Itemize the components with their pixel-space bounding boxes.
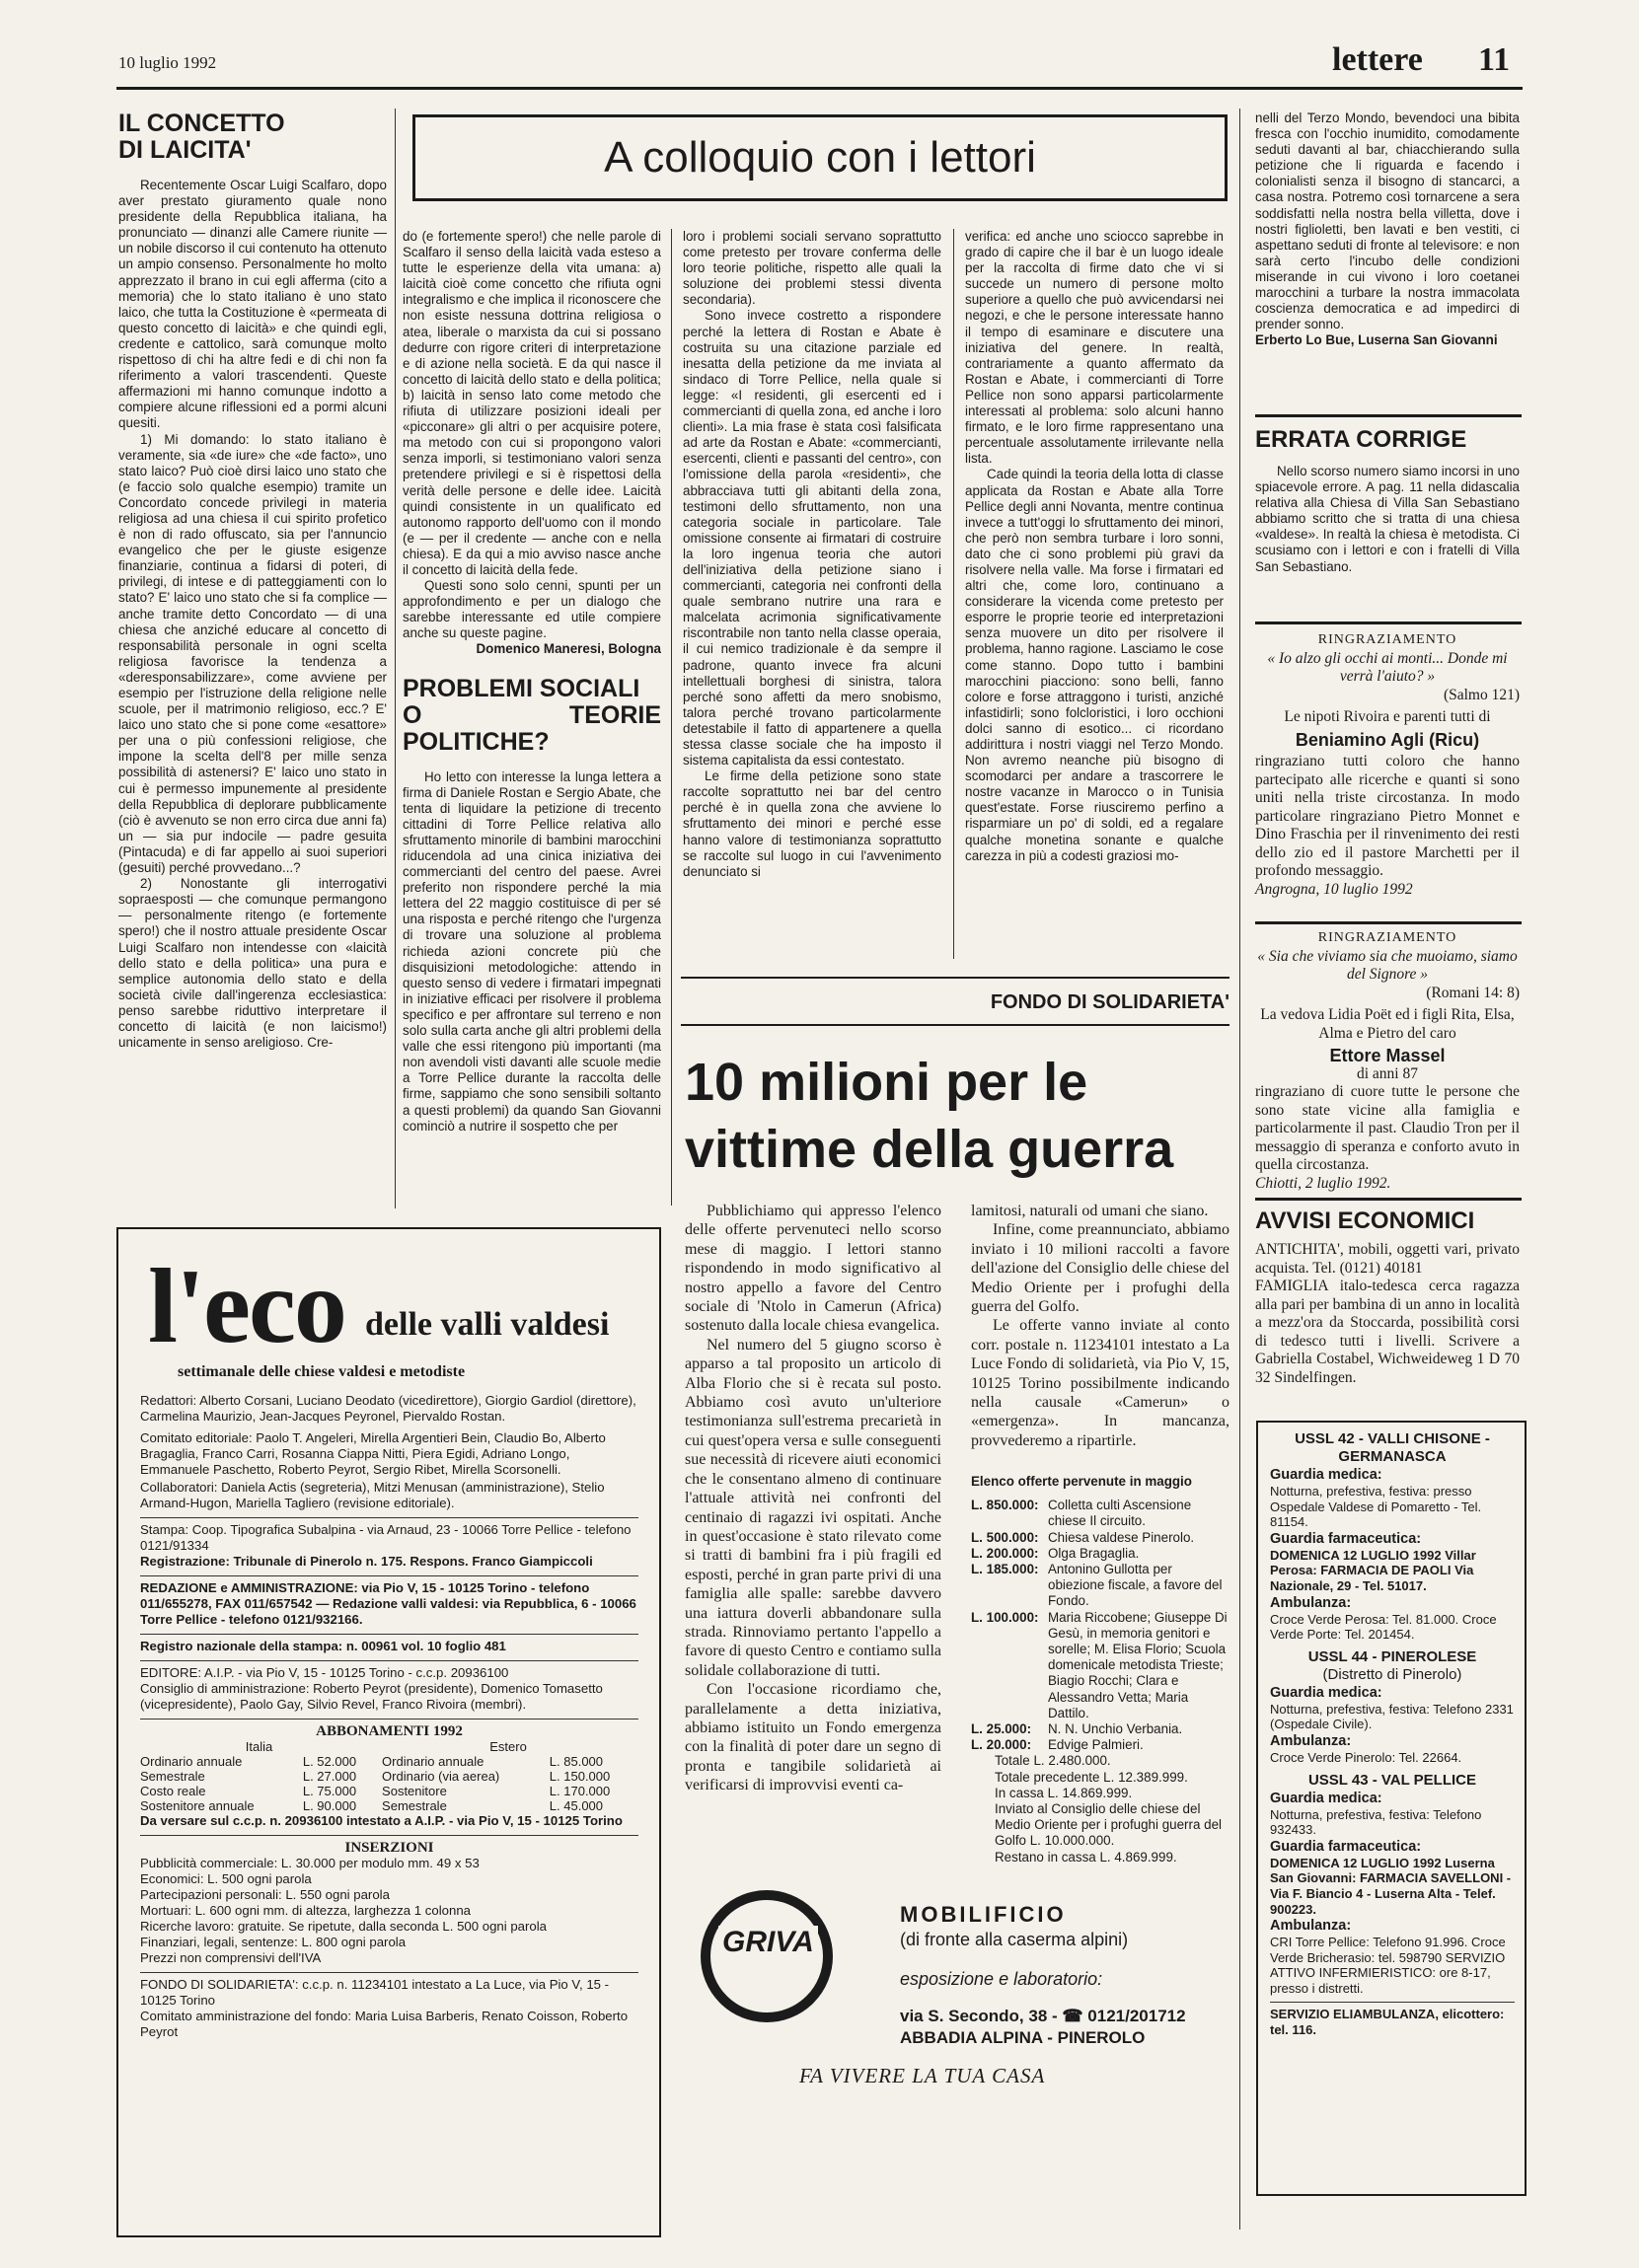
ringraziamento-text: ringraziano di cuore tutte le persone che sono state vicine alla famiglia e particolarmente il past. Claudio Tron per il messaggio di speranza e conforto avuto in quella circostanza. <box>1255 1083 1520 1173</box>
ussl-title-sub: (Distretto di Pinerolo) <box>1322 1665 1462 1683</box>
header-rule <box>116 87 1523 90</box>
total-line: Restano in cassa L. 4.869.999. <box>995 1849 1177 1865</box>
ussl-subtitle: Guardia farmaceutica: <box>1270 1838 1422 1855</box>
section-rule <box>1255 921 1522 924</box>
ussl-text: CRI Torre Pellice: Telefono 91.996. Croce Verde Bricherasio: tel. 598790 SERVIZIO ATTIVO INFERMIERISTICO: ore 8-17, presso i distretti. <box>1270 1935 1506 1996</box>
avvisi-list <box>1255 1241 1520 1387</box>
paragraph: nelli del Terzo Mondo, bevendoci una bibita fresca con l'occhio inumidito, comodamente seduti davanti al bar, chiacchierando sulla petizione che li riguarda e facendo i colonialisti senza il bisogno di stancarci, a casa nostra. Potremo così tornarcene a sera soddisfatti nella nostra bella villetta, dove i nostri figlioletti, ben lavati e ben vestiti, ci aspettano seduti di fronte al televisore: e non sarà certo l'incubo delle condizioni miserande in cui vivono i loro coetanei marocchini a turbare la nostra immacolata coscienza democratica e ad impedirci di prender sonno. <box>1255 110 1520 332</box>
ussl-text: Notturna, prefestiva, festiva: presso Ospedale Valdese di Pomaretto - Tel. 81154. <box>1270 1484 1482 1530</box>
paragraph: Cade quindi la teoria della lotta di classe applicata da Rostan e Abate alla Torre Pellice degli anni Novanta, mentre continua invece a tutt'oggi lo sfruttamento dei minori, che però non sembra turbare i loro sonni, dato che ci sono problemi più gravi da risolvere nella valle. Ma forse i firmatari ed altri che, come loro, continuano a considerare la vicenda come pretesto per esporre le proprie teorie ed interpretazioni senza muovere un dito per risolvere il problema, hanno ragione. Lasciamo le cose come stanno. Dopo tutto i bambini marocchini piacciono: sono belli, fanno colore e forse attraggono i turisti, anziché infastidirli; sono folcloristici, i loro occhioni dolci sanno di esotico... ci ricordano addirittura i nostri viaggi nel Terzo Mondo. Non avremo neanche più bisogno di scomodarci per andare a trascorrere le nostre vacanze in Marocco o in Tunisia quest'estate. Forse riusciremo perfino a risparmiare un po' di soldi, ed a regalare qualche monetina sonante e qualche carezza in più a codesti graziosi mo- <box>965 467 1224 863</box>
total-line: In cassa L. 14.869.999. <box>995 1785 1133 1800</box>
eco-subtitle: delle valli valdesi <box>365 1306 610 1343</box>
ad-esposizione: esposizione e laboratorio: <box>900 1969 1103 1989</box>
ussl-box <box>1256 1421 1527 2196</box>
ringraziamento-place: Angrogna, 10 luglio 1992 <box>1255 880 1413 898</box>
inserzione-line: Partecipazioni personali: L. 550 ogni parola <box>140 1887 390 1902</box>
article-title-line1: PROBLEMI SOCIALI <box>403 674 640 702</box>
ussl-subtitle: Ambulanza: <box>1270 1594 1352 1611</box>
ringraziamento-title: RINGRAZIAMENTO <box>1317 930 1457 945</box>
article-title-line1: IL CONCETTO <box>118 110 285 137</box>
errata-title: ERRATA CORRIGE <box>1255 426 1467 453</box>
paragraph: Ho letto con interesse la lunga lettera a firma di Daniele Rostan e Sergio Abate, che tenta di liquidare la petizione di trecento cittadini di Torre Pellice relativa allo sfruttamento minorile di bambini marocchini riducendola ad una cinica iniziativa dei commercianti del centro del paese. Avrei preferito non rispondere perché la mia lettera del 22 maggio costituisce di per sé una risposta e perché ritengo che l'urgenza di trovare una soluzione al problema richieda azioni concrete più che disquisizioni metodologiche: attendo in questo senso di vedere i firmatari impegnati in iniziative efficaci per risolvere il problema specifico e per affrontare sul terreno e non solo sulla carta anche gli altri problemi della valle che essi ritengono più importanti (ma non avendoli visti davanti alle scuole medie a Torre Pellice durante la raccolta delle firme, sappiamo che sono sensibili soltanto a questi problemi) da quando San Giovanni cominciò a nutrire il sospetto che per <box>403 768 661 1134</box>
eco-tagline: settimanale delle chiese valdesi e metodiste <box>178 1363 466 1380</box>
ringraziamento-massel <box>1255 929 1520 1193</box>
editore: EDITORE: A.I.P. - via Pio V, 15 - 10125 Torino - c.c.p. 20936100 <box>140 1660 638 1681</box>
fondo-headline-line1: 10 milioni per le <box>685 1053 1088 1112</box>
ussl-text: Notturna, prefestiva, festiva: Telefono 932433. <box>1270 1806 1482 1838</box>
inserzione-line: Finanziari, legali, sentenze: L. 800 ogni parola <box>140 1935 407 1949</box>
paragraph: Sono invece costretto a rispondere perché la lettera di Rostan e Abate è costruita su una citazione parziale ed inesatta della petizione da me inviata al sindaco di Torre Pellice, nella quale si legge: «I residenti, gli esercenti ed i commercianti di quella zona, ed anche i loro clienti». La mia frase è stata così falsificata ad arte da Rostan e Abate: «commercianti, esercenti, clienti e passanti del centro», con l'omissione della parola «residenti», che abbracciava tutti gli abitanti della zona, testimoni dello sfruttamento, non una categoria sociale in particolare. Tale omissione consente ai firmatari di costruire la loro ingenua teoria che autori dell'iniziativa della petizione siano i commercianti, categoria nei confronti della quale sembrano nutrire una rara e malcelata acrimonia significativamente riscontrabile non tanto nella classe operaia, il cui nemico tradizionale è da sempre il padrone, quanto invece fra alcuni intellettuali borghesi di sinistra, talora perché sono affetti da mero snobismo, talora perché trovano particolarmente detestabile il fatto di appartenere a quella stessa classe sociale che ha imposto il sistema capitalista da essi contestato. <box>683 308 941 768</box>
paragraph: 2) Nonostante gli interrogativi sopraesposti — che comunque permangono — personalmente ritengo (e fortemente spero!) che il nostro attuale presidente Oscar Luigi Scalfaro non intendesse con «laicità dello stato e della politica» una pura e semplice autonomia dello stato e della società civile dall'ingerenza ecclesiastica: penso sarebbe riduttivo interpretare il concetto di laicità (e non laicismo!) unicamente in senso areligioso. Cre- <box>118 876 387 1051</box>
list-item: L. 500.000: Chiesa valdese Pinerolo. <box>971 1529 1195 1545</box>
ussl-subtitle: Ambulanza: <box>1270 1732 1352 1749</box>
ringraziamento-intro: La vedova Lidia Poët ed i figli Rita, Elsa, Alma e Pietro del caro <box>1260 1006 1515 1042</box>
page-date: 10 luglio 1992 <box>118 53 217 72</box>
fondo-body-left <box>685 1202 941 1845</box>
paragraph: Infine, come preannunciato, abbiamo inviato i 10 milioni raccolti a favore dell'azione del Consiglio delle chiese del Medio Oriente per i profughi della guerra del Golfo. <box>971 1221 1229 1316</box>
errata-text: Nello scorso numero siamo incorsi in uno spiacevole errore. A pag. 11 nella didascalia relativa alla Chiesa di Villa San Sebastiano abbiamo scritto che si tratta di una chiesa «valdese». In realtà la chiesa è metodista. Ci scusiamo con i lettori e con i fratelli di Villa San Sebastiano. <box>1255 464 1520 574</box>
ringraziamento-intro: Le nipoti Rivoira e parenti tutti di <box>1284 708 1491 725</box>
paragraph: verifica: ed anche uno sciocco saprebbe in grado di capire che il bar è un luogo ideale per la raccolta di firme dato che vi si succede un numero di persone molto superiore a quello che può avvicendarsi nei negozi, e che le persone interessate hanno il tempo di esaminare e discutere una iniziativa del genere. In realtà, contrariamente a quanto affermato da Rostan e Abate, i commercianti di Torre Pellice non sono apparsi particolarmente interessati al problema: solo alcuni hanno firmato, e le loro firme rappresentano una percentuale assolutamente irrilevante nella lista. <box>965 229 1224 467</box>
ringraziamento-place: Chiotti, 2 luglio 1992. <box>1255 1174 1391 1192</box>
eco-credits <box>140 1393 638 2040</box>
column-rule <box>1239 109 1240 2230</box>
paragraph: Pubblichiamo qui appresso l'elenco delle offerte pervenuteci nello scorso mese di maggio. I lettori stanno rispondendo in modo significativo al nostro appello a favore del Centro sociale di 'Ntolo in Camerun (Africa) sostenuto dalla locale chiesa evangelica. <box>685 1203 941 1335</box>
table-row: Sostenitore annuale L. 90.000 Semestrale L. 45.000 <box>140 1798 604 1813</box>
list-item: L. 200.000: Olga Bragaglia. <box>971 1545 1140 1561</box>
article-title-line2: O TEORIE POLITICHE? <box>403 700 661 756</box>
abbonamenti-table: Italia Estero Ordinario annuale L. 52.000 Ordinario annuale L. 85.000 Semestrale L. 27.000 Ordinario (via aerea) L. 150.000 Costo reale L. 75.000 Sostenitore L. 170.000 Sostenitore annuale L. 90.000 Semestrale L. 45.000 <box>140 1739 638 1813</box>
list-item: L. 100.000: Maria Riccobene; Giuseppe Di Gesù, in memoria genitori e sorelle; M. Elisa Florio; Scuola domenicale metodista Trieste; Biagio Rocchi; Clara e Alessandro Vetta; Maria Dattilo. <box>971 1609 1228 1720</box>
article-problemi-end <box>1255 110 1520 436</box>
fondo-headline-line2: vittime della guerra <box>685 1120 1174 1179</box>
collaboratori: Collaboratori: Daniela Actis (segreteria), Mitzi Menusan (amministrazione), Stelio Armand-Hugon, Mariella Tagliero (revisione editoriale). <box>140 1480 605 1510</box>
paragraph: Questi sono solo cenni, spunti per un approfondimento e per un dialogo che sarebbe interessante ed utile compiere anche su queste pagine. <box>403 578 661 641</box>
ussl-subtitle: Ambulanza: <box>1270 1918 1352 1935</box>
registrazione: Registrazione: Tribunale di Pinerolo n. 175. Respons. Franco Giampiccoli <box>140 1554 593 1569</box>
ringraziamento-quote: « Sia che viviamo sia che muoiamo, siamo del Signore » <box>1257 947 1518 983</box>
abbonamenti-title: ABBONAMENTI 1992 <box>140 1719 638 1739</box>
fondo-body-right <box>971 1202 1229 1468</box>
paragraph: Nel numero del 5 giugno scorso è apparso a tal proposito un articolo di Alba Florio che si è recata sul posto. Abbiamo così avuto un'ulteriore testimonianza sull'estrema precarietà in cui quest'opera versa e sulle conseguenti sue necessità di ricevere aiuti economici che le consentano almeno di continuare l'attuale attività nei confronti del centinaio di ragazzi ivi ospitati. Anche in quest'occasione è stato rilevato come si tratti di bambini fra i più fragili ed esposti, perché in gran parte privi di una famiglia alle spalle: sarebbe davvero una iattura doverli abbandonare sulla strada. Rinnoviamo pertanto l'appello a favore di questo Centro e contiamo sulla solidale collaborazione di tutti. <box>685 1336 941 1679</box>
ussl-eliambulanza: SERVIZIO ELIAMBULANZA, elicottero: tel. 116. <box>1270 2002 1515 2037</box>
paragraph: Con l'occasione ricordiamo che, parallelamente a detta iniziativa, abbiamo istituito un Fondo emergenza con la finalità di poter dare un segno di pronta e tangibile solidarietà ai verificarsi di improvvisi eventi ca- <box>685 1681 941 1794</box>
consiglio-amministrazione: Consiglio di amministrazione: Roberto Peyrot (presidente), Domenico Tomasetto (vicepresidente), Paolo Gay, Silvio Revel, Franco Rivoira (membri). <box>140 1681 603 1712</box>
ussl-text: Notturna, prefestiva, festiva: Telefono 2331 (Ospedale Civile). <box>1270 1701 1514 1732</box>
list-item: L. 20.000: Edvige Palmieri. <box>971 1737 1144 1753</box>
paragraph: Le firme della petizione sono state raccolte soprattutto nei bar del centro perché è in quella zona che avviene lo sfruttamento dei minori e perché esse hanno valore di testimonianza soprattutto se raccolte sul luogo in cui l'avvenimento denunciato si <box>683 768 941 879</box>
comitato-editoriale: Comitato editoriale: Paolo T. Angeleri, Mirella Argentieri Bein, Claudio Bo, Alberto Bragaglia, Franco Carri, Rosanna Ciappa Nitti, Piera Egidi, Adriano Longo, Emmanuele Paschetto, Roberto Peyrot, Sergio Ribet, Mirella Scorsonelli. <box>140 1430 606 1477</box>
avvisi-title: AVVISI ECONOMICI <box>1255 1207 1475 1234</box>
paragraph: Le offerte vanno inviate al conto corr. postale n. 11234101 intestato a La Luce Fondo di solidarietà, via Pio V, 15, 10125 Torino possibilmente indicando nella causale «Camerun» o «emergenza». In mancanza, provvederemo a ripartirle. <box>971 1317 1229 1449</box>
table-row: Costo reale L. 75.000 Sostenitore L. 170.000 <box>140 1784 611 1798</box>
avviso: ANTICHITA', mobili, oggetti vari, privato acquista. Tel. (0121) 40181 <box>1255 1241 1520 1277</box>
signature: Domenico Maneresi, Bologna <box>476 641 661 657</box>
inserzione-line: Prezzi non comprensivi dell'IVA <box>140 1950 322 1965</box>
ringraziamento-ref: (Salmo 121) <box>1443 686 1520 703</box>
ringraziamento-ref: (Romani 14: 8) <box>1426 984 1520 1001</box>
section-rule <box>681 1024 1229 1026</box>
ussl-subtitle: Guardia farmaceutica: <box>1270 1530 1422 1547</box>
inserzione-line: Economici: L. 500 ogni parola <box>140 1871 312 1886</box>
column-rule <box>395 109 396 1208</box>
masthead-box <box>116 1227 661 2237</box>
section-rule <box>1255 622 1522 624</box>
section-banner: A colloquio con i lettori <box>412 114 1228 201</box>
paragraph: loro i problemi sociali servano soprattutto come pretesto per trovare conferma delle loro teorie politiche, rispetto alle quali la soluzione dei problemi stessi diventa secondaria). <box>683 229 941 308</box>
ussl-title: USSL 44 - PINEROLESE <box>1307 1647 1477 1665</box>
inserzioni-title: INSERZIONI <box>140 1835 638 1856</box>
page-number: 11 <box>1478 41 1511 78</box>
ussl-title: USSL 43 - VAL PELLICE <box>1307 1771 1477 1789</box>
article-title-line2: DI LAICITA' <box>118 136 252 164</box>
offerte-list <box>971 1474 1229 1865</box>
paragraph: do (e fortemente spero!) che nelle parole di Scalfaro il senso della laicità vada esteso a tutte le esperienze della vita umana: a) laicità cioè come concetto che rifiuta ogni integralismo e che implica il riconoscere che non esiste nessuna dottrina religiosa o atea, liberale o marxista da cui si possano dedurre con rigore criteri di interpretazione e di azione nella società. E da qui nasce il concetto di laicità dello stato e della politica; b) laicità in senso lato come metodo che rifiuta di utilizzare posizioni ideali per «picconare» gli altri o per acquisire potere, ma metodo con cui si propongono valori senza imporli, si testimoniano valori senza pretendere privilegi e si è rispettosi della verità delle persone e delle idee. Laicità quindi consistente in un qualificato ed autonomo rapporto dell'uomo con il mondo (e — per il credente — anche con e nella chiesa). E da qui a mio avviso nasce anche il concetto di laicità della fede. <box>403 229 661 577</box>
section-rule <box>1255 1198 1522 1201</box>
ad-address: via S. Secondo, 38 - ☎ 0121/201712 <box>900 2007 1186 2025</box>
list-item: L. 850.000: Colletta culti Ascensione chiese Il circuito. <box>971 1498 1192 1529</box>
ad-city: ABBADIA ALPINA - PINEROLO <box>900 2028 1146 2047</box>
comitato-fondo: Comitato amministrazione del fondo: Maria Luisa Barberis, Renato Coisson, Roberto Peyrot <box>140 2009 629 2039</box>
inserzione-line: Mortuari: L. 600 ogni mm. di altezza, larghezza 1 colonna <box>140 1903 471 1918</box>
ringraziamento-quote: « Io alzo gli occhi ai monti... Donde mi verrà l'aiuto? » <box>1267 649 1508 685</box>
section-title: lettere <box>1332 41 1423 78</box>
total-line: Inviato al Consiglio delle chiese del Medio Oriente per i profughi guerra del Golfo L. 10.000.000. <box>995 1801 1223 1849</box>
griva-ad <box>681 1868 1194 2089</box>
ringraziamento-name: Ettore Massel <box>1329 1046 1446 1065</box>
total-line: Totale L. 2.480.000. <box>995 1753 1111 1769</box>
ussl-text: Croce Verde Pinerolo: Tel. 22664. <box>1270 1749 1462 1765</box>
ringraziamento-text: ringraziano tutti coloro che hanno partecipato alle ricerche e quanti si sono uniti nella triste circostanza. In modo particolare ringraziano Pietro Monnet e Dino Fraschia per il rinvenimento dei resti dello zio ed il pastore Marchetti per il profondo messaggio. <box>1255 753 1520 879</box>
inserzione-line: Ricerche lavoro: gratuite. Se ripetute, dalla seconda L. 500 ogni parola <box>140 1919 547 1934</box>
paragraph: 1) Mi domando: lo stato italiano è veramente, sia «de iure» che «de facto», uno stato laico? Può cioè dirsi laico uno stato che (e faccio solo qualche esempio) tramite un Concordato concede privilegi in materia religiosa ad una chiesa il cui spirito profetico è non di rado offuscato, sia per l'annuncio evangelico che per le giuste esigenze finanziarie, continua a fidarsi di poteri, di privilegi, di intese e di patteggiamenti con lo stato? E' laico uno stato che si fa complice — anche tramite detto Concordato — di una chiesa che anziché educare al concetto di responsabilità personale in ogni scelta religiosa favorisce la tendenza a «deresponsabilizzare», come avviene per esempio per l'istruzione della religione nelle scuole, per il matrimonio religioso, ecc.? E' laico uno stato che si pone come «esattore» per una o più confessioni religiose, che impone la scelta dell'8 per mille senza possibilità di astenersi? E' laico uno stato in cui è permesso impunemente al presidente della Repubblica di deplorare pubblicamente (ciò è avvenuto se non erro circa due anni fa) un — sia pur indocile — padre gesuita (Pintacuda) e di far appello ai suoi superiori (gesuiti) perché provvedano...? <box>118 431 387 876</box>
offerte-list-title: Elenco offerte pervenute in maggio <box>971 1474 1192 1489</box>
ussl-text: DOMENICA 12 LUGLIO 1992 Luserna San Giovanni: FARMACIA SAVELLONI - Via F. Biancio 4 - Luserna Alta - Telef. 900223. <box>1270 1855 1512 1917</box>
signature: Erberto Lo Bue, Luserna San Giovanni <box>1255 332 1498 348</box>
versare: Da versare sul c.c.p. n. 20936100 intestato a A.I.P. - via Pio V, 15 - 10125 Torino <box>140 1813 623 1828</box>
column-rule <box>953 229 954 959</box>
ad-slogan: FA VIVERE LA TUA CASA <box>799 2064 1046 2087</box>
ringraziamento-agli <box>1255 631 1520 899</box>
ussl-subtitle: Guardia medica: <box>1270 1684 1382 1701</box>
section-rule <box>1255 414 1522 417</box>
registro-stampa: Registro nazionale della stampa: n. 00961 vol. 10 foglio 481 <box>140 1634 638 1654</box>
ussl-text: Croce Verde Perosa: Tel. 81.000. Croce Verde Porte: Tel. 201454. <box>1270 1611 1497 1643</box>
total-line: Totale precedente L. 12.389.999. <box>995 1769 1188 1785</box>
stampa: Stampa: Coop. Tipografica Subalpina - via Arnaud, 23 - 10066 Torre Pellice - telefono 0121/91334 <box>140 1517 638 1554</box>
eco-logo: l'eco <box>148 1248 345 1365</box>
article-problemi-continued <box>683 229 941 959</box>
redazione: REDAZIONE e AMMINISTRAZIONE: via Pio V, 15 - 10125 Torino - telefono 011/655278, FAX 011/657542 — Redazione valli valdesi: via Repubblica, 6 - 10066 Torre Pellice - telefono 0121/932166. <box>140 1575 638 1628</box>
fondo-kicker: FONDO DI SOLIDARIETA' <box>990 991 1229 1013</box>
fondo-solidarieta: FONDO DI SOLIDARIETA': c.c.p. n. 11234101 intestato a La Luce, via Pio V, 15 - 10125 Torino <box>140 1972 638 2009</box>
paragraph: Recentemente Oscar Luigi Scalfaro, dopo aver prestato giuramento quale nono presidente della Repubblica italiana, ha pronunciato — dinanzi alle Camere riunite — un nobile discorso il cui contenuto ha ottenuto un ampio consenso. Personalmente ho molto apprezzato il brano in cui egli afferma (cito a memoria) che lo stato italiano è uno stato laico, che tutta la Costituzione è «permeata di questo concetto di laicità» e che quindi egli, credente e cattolico, sarà comunque molto rispettoso di chi ha altre fedi e di chi non fa riferimento a valori trascendenti. Queste affermazioni mi hanno comunque indotto a compiere alcune riflessioni ed a pormi alcuni quesiti. <box>118 178 387 431</box>
ad-subtitle: (di fronte alla caserma alpini) <box>900 1930 1129 1949</box>
column-rule <box>671 229 672 1206</box>
ringraziamento-name: Beniamino Agli (Ricu) <box>1295 729 1480 750</box>
ussl-title: USSL 42 - VALLI CHISONE - GERMANASCA <box>1295 1430 1490 1465</box>
ringraziamento-age: di anni 87 <box>1357 1064 1418 1082</box>
paragraph: lamitosi, naturali od umani che siano. <box>971 1203 1209 1219</box>
article-problemi-continued <box>965 229 1224 959</box>
section-rule <box>681 977 1229 979</box>
ringraziamento-title: RINGRAZIAMENTO <box>1317 632 1457 647</box>
table-row: Ordinario annuale L. 52.000 Ordinario annuale L. 85.000 <box>140 1754 604 1769</box>
ussl-subtitle: Guardia medica: <box>1270 1790 1382 1806</box>
griva-logo: GRIVA <box>718 1926 818 1959</box>
list-item: L. 185.000: Antonino Gullotta per obiezione fiscale, a favore del Fondo. <box>971 1562 1223 1609</box>
article-laicita-continued <box>403 229 661 1206</box>
ussl-text: DOMENICA 12 LUGLIO 1992 Villar Perosa: FARMACIA DE PAOLI Via Nazionale, 29 - Tel. 51017. <box>1270 1547 1476 1593</box>
list-item: L. 25.000: N. N. Unchio Verbania. <box>971 1721 1183 1737</box>
ad-title: MOBILIFICIO <box>900 1902 1067 1927</box>
table-row: Semestrale L. 27.000 Ordinario (via aerea) L. 150.000 <box>140 1769 611 1784</box>
avviso: FAMIGLIA italo-tedesca cerca ragazza alla pari per bambina di un anno in località a mezz'ora da Stoccarda, possibilità corsi di tedesco tutti i livelli. Scrivere a Gabriella Costabel, Wichweideweg 1 D 70 32 Sindelfingen. <box>1255 1278 1520 1386</box>
article-laicita <box>118 110 387 1206</box>
ussl-content <box>1270 1430 1515 2038</box>
ussl-subtitle: Guardia medica: <box>1270 1467 1382 1483</box>
inserzione-line: Pubblicità commerciale: L. 30.000 per modulo mm. 49 x 53 <box>140 1856 480 1870</box>
redattori: Redattori: Alberto Corsani, Luciano Deodato (vicedirettore), Giorgio Gardiol (direttore), Carmelina Maurizio, Jean-Jacques Peyronel, Piervaldo Rostan. <box>140 1393 636 1424</box>
